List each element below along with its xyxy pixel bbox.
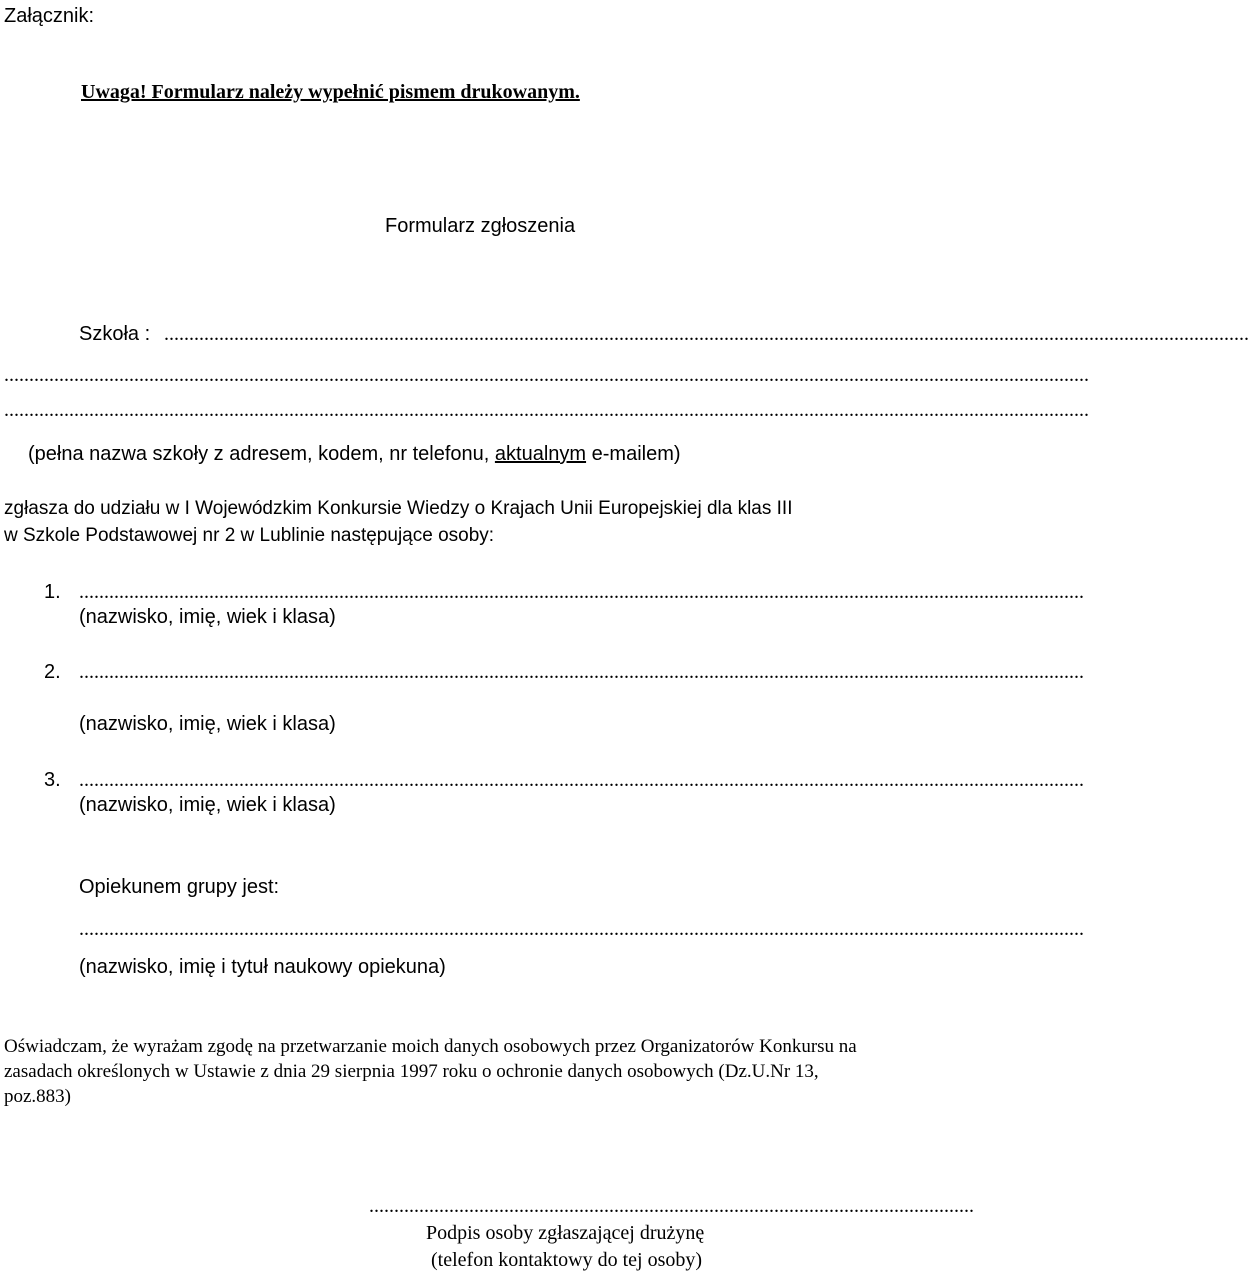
intro-line-2: w Szkole Podstawowej nr 2 w Lublinie następujące osoby: — [4, 525, 495, 546]
participant-number: 3. — [44, 769, 61, 791]
school-label: Szkoła : — [79, 323, 151, 345]
form-title: Formularz zgłoszenia — [385, 215, 576, 237]
print-warning: Uwaga! Formularz należy wypełnić pismem drukowanym. — [81, 81, 580, 103]
participant-field[interactable]: ......................................................................................................................................................................................................... — [79, 581, 1084, 603]
signature-field[interactable]: ......................................................................................................................... — [369, 1195, 974, 1217]
school-field-line-2[interactable]: ......................................................................................................................................................................................................................... — [4, 364, 1089, 386]
participant-field[interactable]: ......................................................................................................................................................................................................... — [79, 661, 1084, 683]
participant-number: 1. — [44, 581, 61, 603]
signature-phone-hint: (telefon kontaktowy do tej osoby) — [431, 1249, 703, 1271]
consent-line-1: Oświadczam, że wyrażam zgodę na przetwarzanie moich danych osobowych przez Organizatorów Konkursu na — [4, 1036, 857, 1057]
attachment-label: Załącznik: — [4, 5, 95, 27]
school-hint: (pełna nazwa szkoły z adresem, kodem, nr telefonu, aktualnym e-mailem) — [28, 443, 681, 465]
guardian-label: Opiekunem grupy jest: — [79, 876, 280, 898]
intro-line-1: zgłasza do udziału w I Wojewódzkim Konkursie Wiedzy o Krajach Unii Europejskiej dla klas III — [4, 498, 793, 519]
school-field-line-3[interactable]: ......................................................................................................................................................................................................................... — [4, 399, 1089, 421]
guardian-field[interactable]: ......................................................................................................................................................................................................... — [79, 918, 1084, 940]
consent-line-3: poz.883) — [4, 1086, 72, 1107]
signature-label: Podpis osoby zgłaszającej drużynę — [426, 1222, 705, 1244]
guardian-hint: (nazwisko, imię i tytuł naukowy opiekuna) — [79, 956, 446, 978]
participant-hint: (nazwisko, imię, wiek i klasa) — [79, 794, 336, 816]
school-field-line-1[interactable]: ......................................................................................................................................................................................................................... — [164, 323, 1249, 345]
participant-hint: (nazwisko, imię, wiek i klasa) — [79, 606, 336, 628]
participant-number: 2. — [44, 661, 61, 683]
consent-line-2: zasadach określonych w Ustawie z dnia 29 sierpnia 1997 roku o ochronie danych osobowych (Dz.U.Nr 13, — [4, 1061, 819, 1082]
participant-field[interactable]: ......................................................................................................................................................................................................... — [79, 769, 1084, 791]
participant-hint: (nazwisko, imię, wiek i klasa) — [79, 713, 336, 735]
